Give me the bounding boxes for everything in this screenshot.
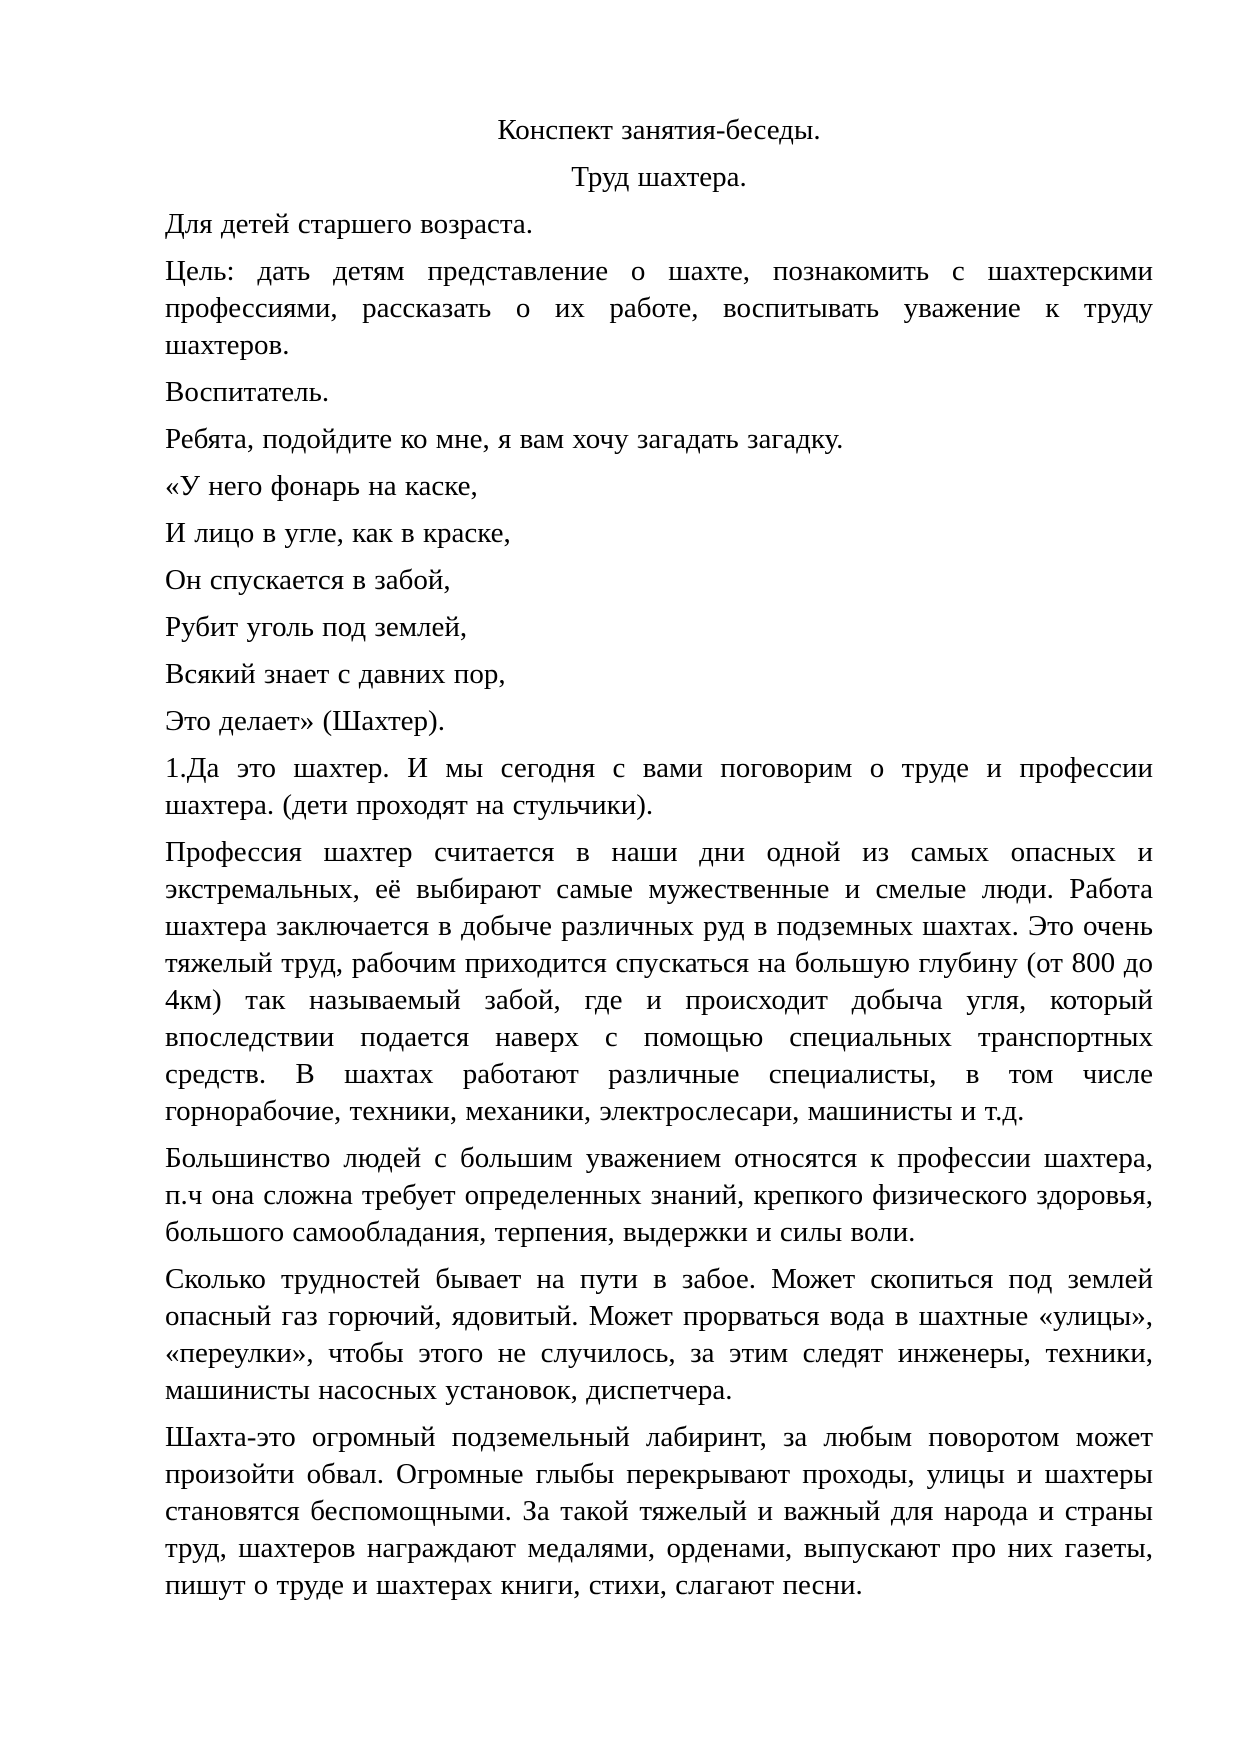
paragraph-audience: Для детей старшего возраста.: [165, 208, 534, 240]
paragraph-answer: 1.Да это шахтер. И мы сегодня с вами поговорим о труде и профессии шахтера. (дети проходят на стульчики).: [165, 752, 1153, 821]
riddle-line-1: «У него фонарь на каске,: [165, 470, 478, 502]
paragraph-profession: Профессия шахтер считается в наши дни одной из самых опасных и экстремальных, её выбирают самые мужественные и смелые люди. Работа шахтера заключается в добыче различных руд в подземных шахтах. Это очень тяжелый труд, рабочим приходится спускаться на большую глубину (от 800 до 4км) так называемый забой, где и происходит добыча угля, который впоследствии подается наверх с помощью специальных транспортных средств. В шахтах работают различные специалисты, в том числе горнорабочие, техники, механики, электрослесари, машинисты и т.д.: [165, 836, 1153, 1127]
paragraph-intro: Ребята, подойдите ко мне, я вам хочу загадать загадку.: [165, 423, 844, 455]
riddle-line-2: И лицо в угле, как в краске,: [165, 517, 511, 549]
riddle-line-6: Это делает» (Шахтер).: [165, 705, 445, 737]
paragraph-respect: Большинство людей с большим уважением относятся к профессии шахтера, п.ч она сложна требует определенных знаний, крепкого физического здоровья, большого самообладания, терпения, выдержки и силы воли.: [165, 1142, 1153, 1248]
doc-subtitle: Труд шахтера.: [571, 161, 747, 193]
riddle-line-3: Он спускается в забой,: [165, 564, 451, 596]
paragraph-difficulties: Сколько трудностей бывает на пути в забое. Может скопиться под землей опасный газ горючий, ядовитый. Может прорваться вода в шахтные «улицы», «переулки», чтобы этого не случилось, за этим следят инженеры, техники, машинисты насосных установок, диспетчера.: [165, 1263, 1153, 1406]
paragraph-mine-labyrinth: Шахта-это огромный подземельный лабиринт, за любым поворотом может произойти обвал. Огромные глыбы перекрывают проходы, улицы и шахтеры становятся беспомощными. За такой тяжелый и важный для народа и страны труд, шахтеров награждают медалями, орденами, выпускают про них газеты, пишут о труде и шахтерах книги, стихи, слагают песни.: [165, 1421, 1153, 1601]
paragraph-teacher: Воспитатель.: [165, 376, 330, 408]
riddle-line-4: Рубит уголь под землей,: [165, 611, 468, 643]
doc-title: Конспект занятия-беседы.: [497, 114, 821, 146]
riddle-line-5: Всякий знает с давних пор,: [165, 658, 506, 690]
paragraph-goal: Цель: дать детям представление о шахте, познакомить с шахтерскими профессиями, рассказать о их работе, воспитывать уважение к труду шахтеров.: [165, 255, 1153, 361]
